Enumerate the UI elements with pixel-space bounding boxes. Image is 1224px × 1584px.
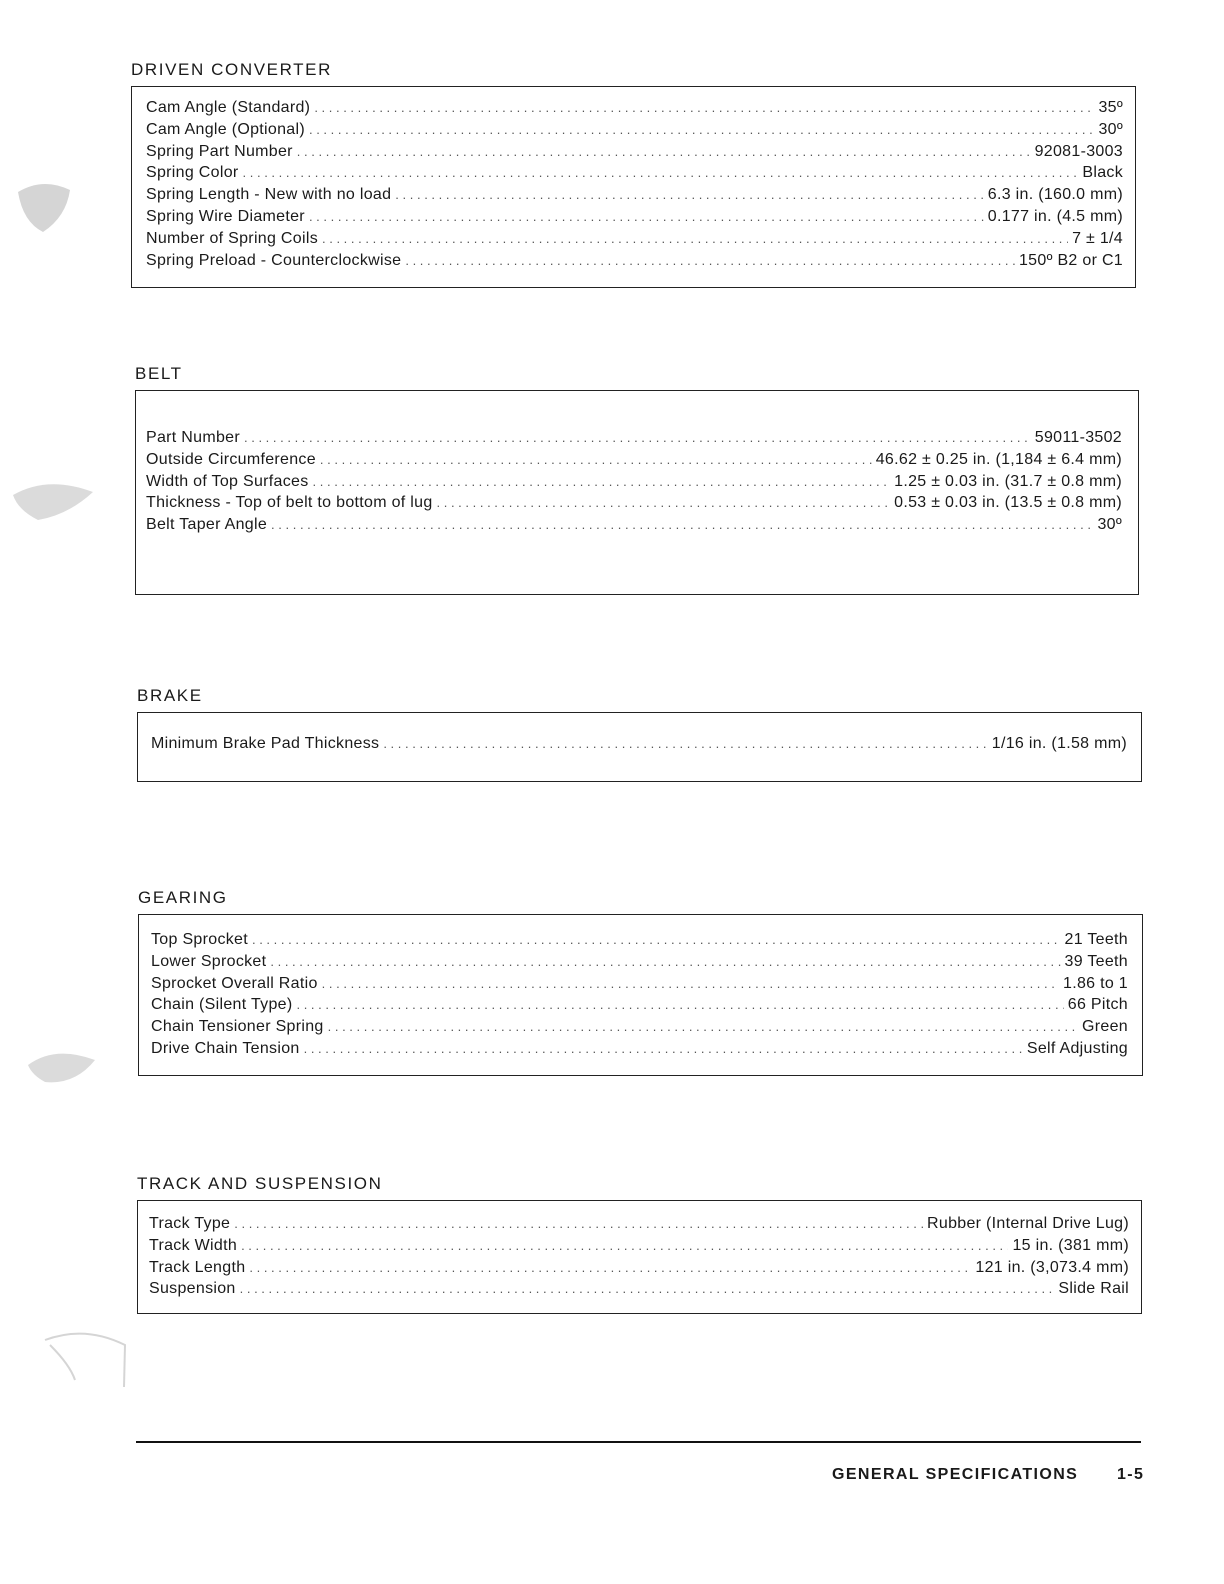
spec-row <box>151 1038 1128 1060</box>
spec-label: Outside Circumference <box>146 450 316 468</box>
section-belt <box>135 364 1139 595</box>
page-number: 1-5 <box>1117 1466 1145 1483</box>
spec-row <box>149 1278 1129 1300</box>
spec-box <box>135 390 1139 595</box>
spec-row <box>146 514 1122 536</box>
spec-row <box>146 427 1122 449</box>
spec-label: Spring Part Number <box>146 142 293 160</box>
spec-row <box>149 1235 1129 1257</box>
spec-label: Spring Length - New with no load <box>146 186 392 204</box>
spec-row <box>146 228 1123 250</box>
spec-label: Belt Taper Angle <box>146 516 268 534</box>
section-title: GEARING <box>138 888 228 907</box>
spec-value: 30º <box>1097 516 1122 534</box>
spec-value: 92081-3003 <box>1034 142 1123 160</box>
spec-value: 21 Teeth <box>1064 931 1128 948</box>
footer-section-name: GENERAL SPECIFICATIONS <box>832 1466 1079 1483</box>
dot-leader <box>243 162 1079 184</box>
spec-value: 7 ± 1/4 <box>1072 229 1123 247</box>
spec-row <box>151 994 1128 1016</box>
footer-rule <box>136 1441 1141 1443</box>
spec-row <box>146 206 1123 228</box>
spec-row <box>146 119 1123 141</box>
binder-hole-mark <box>40 1325 130 1390</box>
spec-label: Number of Spring Coils <box>146 229 318 247</box>
spec-label: Sprocket Overall Ratio <box>151 974 318 992</box>
dot-leader <box>234 1213 923 1235</box>
spec-row <box>146 492 1122 514</box>
spec-label: Top Sprocket <box>151 931 248 948</box>
spec-value: Slide Rail <box>1058 1280 1129 1298</box>
spec-row <box>151 973 1128 995</box>
dot-leader <box>309 206 984 228</box>
spec-value: 121 in. (3,073.4 mm) <box>975 1258 1129 1276</box>
dot-leader <box>314 97 1094 119</box>
spec-label: Spring Preload - Counterclockwise <box>146 251 402 269</box>
dot-leader <box>241 1235 1008 1257</box>
spec-value: 59011-3502 <box>1034 429 1122 446</box>
section-driven-converter <box>131 60 1136 288</box>
spec-label: Lower Sprocket <box>151 952 267 970</box>
spec-label: Part Number <box>146 429 240 446</box>
dot-leader <box>322 973 1059 995</box>
spec-label: Track Width <box>149 1236 238 1254</box>
spec-value: 6.3 in. (160.0 mm) <box>987 186 1123 204</box>
dot-leader <box>252 929 1061 951</box>
binder-hole-mark <box>8 470 98 530</box>
spec-row <box>146 141 1123 163</box>
dot-leader <box>309 119 1094 141</box>
spec-label: Cam Angle (Optional) <box>146 120 305 138</box>
spec-value: 30º <box>1098 120 1123 138</box>
spec-label: Chain Tensioner Spring <box>151 1018 324 1036</box>
dot-leader <box>249 1257 971 1279</box>
section-track-suspension <box>137 1174 1142 1314</box>
section-title: BELT <box>135 364 183 383</box>
spec-label: Spring Color <box>146 164 239 182</box>
spec-value: Green <box>1082 1018 1128 1036</box>
dot-leader <box>322 228 1068 250</box>
spec-value: 1/16 in. (1.58 mm) <box>991 735 1127 752</box>
spec-label: Chain (Silent Type) <box>151 996 293 1014</box>
spec-box <box>137 1200 1142 1314</box>
section-title: DRIVEN CONVERTER <box>131 60 332 79</box>
binder-hole-mark <box>8 172 78 242</box>
dot-leader <box>320 449 872 471</box>
spec-value: 0.177 in. (4.5 mm) <box>987 207 1123 225</box>
spec-row <box>151 1016 1128 1038</box>
spec-row <box>151 733 1127 755</box>
spec-label: Thickness - Top of belt to bottom of lug <box>146 494 433 512</box>
spec-row <box>151 951 1128 973</box>
spec-value: 15 in. (381 mm) <box>1012 1236 1129 1254</box>
spec-box <box>131 86 1136 288</box>
spec-value: 1.86 to 1 <box>1063 974 1128 992</box>
section-title: BRAKE <box>137 686 203 705</box>
section-gearing <box>138 888 1143 1076</box>
spec-value: 35º <box>1098 99 1123 116</box>
dot-leader <box>270 951 1060 973</box>
dot-leader <box>240 1278 1055 1300</box>
dot-leader <box>395 184 983 206</box>
spec-box <box>137 712 1142 782</box>
dot-leader <box>304 1038 1023 1060</box>
dot-leader <box>383 733 987 755</box>
spec-value: 0.53 ± 0.03 in. (13.5 ± 0.8 mm) <box>894 494 1122 512</box>
spec-label: Cam Angle (Standard) <box>146 99 311 116</box>
spec-row <box>149 1257 1129 1279</box>
spec-label: Minimum Brake Pad Thickness <box>151 735 380 752</box>
spec-value: 39 Teeth <box>1064 952 1128 970</box>
spec-value: Self Adjusting <box>1026 1039 1128 1057</box>
spec-box <box>138 914 1143 1076</box>
dot-leader <box>313 471 891 493</box>
spec-value: 150º B2 or C1 <box>1018 251 1123 269</box>
section-brake <box>137 686 1142 782</box>
spec-row <box>146 471 1122 493</box>
spec-value: Black <box>1082 164 1123 182</box>
spec-row <box>146 250 1123 272</box>
dot-leader <box>328 1016 1078 1038</box>
spec-label: Track Type <box>149 1215 231 1232</box>
spec-row <box>146 162 1123 184</box>
spec-row <box>149 1213 1129 1235</box>
spec-label: Drive Chain Tension <box>151 1039 300 1057</box>
spec-label: Suspension <box>149 1280 236 1298</box>
dot-leader <box>271 514 1093 536</box>
spec-value: 1.25 ± 0.03 in. (31.7 ± 0.8 mm) <box>894 472 1122 490</box>
spec-label: Spring Wire Diameter <box>146 207 305 225</box>
spec-label: Width of Top Surfaces <box>146 472 309 490</box>
dot-leader <box>297 141 1031 163</box>
spec-row <box>146 184 1123 206</box>
spec-row <box>146 449 1122 471</box>
dot-leader <box>244 427 1031 449</box>
spec-value: 66 Pitch <box>1067 996 1128 1014</box>
spec-row <box>151 929 1128 951</box>
spec-label: Track Length <box>149 1258 246 1276</box>
spec-value: 46.62 ± 0.25 in. (1,184 ± 6.4 mm) <box>875 450 1122 468</box>
spec-value: Rubber (Internal Drive Lug) <box>927 1215 1129 1232</box>
dot-leader <box>437 492 891 514</box>
spec-row <box>146 97 1123 119</box>
binder-hole-mark <box>20 1030 100 1090</box>
dot-leader <box>405 250 1015 272</box>
dot-leader <box>296 994 1063 1016</box>
section-title: TRACK AND SUSPENSION <box>137 1174 383 1193</box>
